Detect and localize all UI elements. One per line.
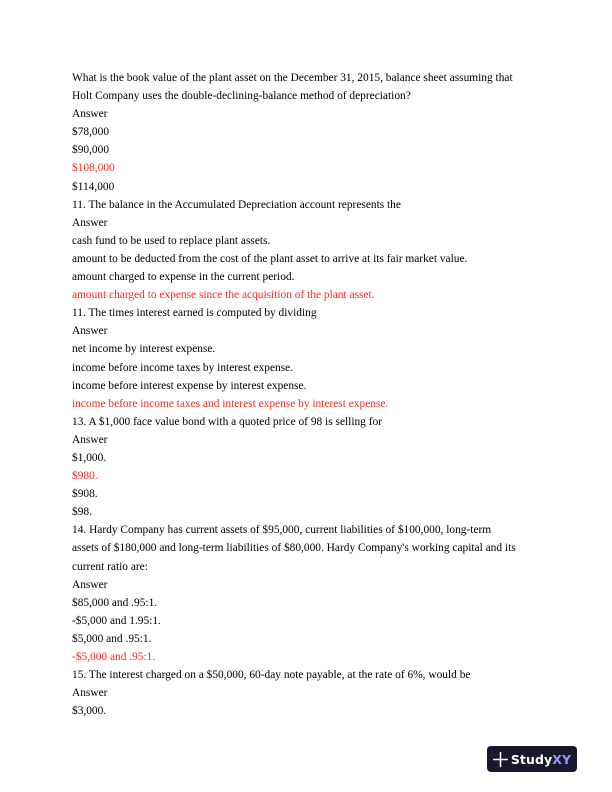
answer-label: Answer xyxy=(72,687,108,700)
correct-answer-option: $108,000 xyxy=(72,162,115,175)
question-11b-text: 11. The times interest earned is computed by dividing xyxy=(72,307,317,320)
answer-option: income before income taxes by interest expense. xyxy=(72,361,294,374)
question-13-text: 13. A $1,000 face value bond with a quoted price of 98 is selling for xyxy=(72,415,383,428)
answer-option: -$5,000 and 1.95:1. xyxy=(72,614,161,627)
answer-option: amount charged to expense in the current period. xyxy=(72,271,295,284)
answer-label: Answer xyxy=(72,108,108,121)
correct-answer-option: amount charged to expense since the acquisition of the plant asset. xyxy=(72,289,375,302)
answer-option: net income by interest expense. xyxy=(72,343,216,356)
answer-label: Answer xyxy=(72,325,108,338)
answer-option: $78,000 xyxy=(72,126,110,139)
brand-name xyxy=(511,752,571,767)
question-15-text: 15. The interest charged on a $50,000, 60-day note payable, at the rate of 6%, would be xyxy=(72,669,471,682)
answer-option: $90,000 xyxy=(72,144,110,157)
answer-option: cash fund to be used to replace plant assets. xyxy=(72,234,271,247)
answer-option: $98. xyxy=(72,506,92,519)
answer-label: Answer xyxy=(72,433,108,446)
question-10-text-line-1: What is the book value of the plant asset on the December 31, 2015, balance sheet assuming that xyxy=(72,72,513,84)
brand-name-accent: XY xyxy=(552,751,572,767)
answer-option: $114,000 xyxy=(72,180,115,193)
document-body xyxy=(72,69,552,720)
answer-option: $908. xyxy=(72,488,98,501)
question-14-text-line-3: current ratio are: xyxy=(72,560,148,573)
question-11a-text: 11. The balance in the Accumulated Depreciation account represents the xyxy=(72,198,401,211)
studyxy-logo-badge[interactable] xyxy=(487,746,577,772)
answer-option: $85,000 and .95:1. xyxy=(72,596,158,609)
answer-label: Answer xyxy=(72,578,108,591)
correct-answer-option: $980. xyxy=(72,470,98,483)
answer-option: income before interest expense by interest expense. xyxy=(72,379,307,392)
answer-option: $5,000 and .95:1. xyxy=(72,632,152,645)
answer-option: amount to be deducted from the cost of the plant asset to arrive at its fair market value. xyxy=(72,252,468,265)
question-14-text-line-2: assets of $180,000 and long-term liabilities of $80,000. Hardy Company's working capital and its xyxy=(72,542,516,555)
answer-label: Answer xyxy=(72,216,108,229)
question-14-text-line-1: 14. Hardy Company has current assets of $95,000, current liabilities of $100,000, long-term xyxy=(72,524,492,537)
correct-answer-option: -$5,000 and .95:1. xyxy=(72,651,156,663)
answer-option: $1,000. xyxy=(72,451,107,464)
correct-answer-option: income before income taxes and interest expense by interest expense. xyxy=(72,397,389,410)
brand-name-main: Study xyxy=(510,751,553,767)
plus-sparkle-icon xyxy=(493,752,508,767)
question-10-text-line-2: Holt Company uses the double-declining-balance method of depreciation? xyxy=(72,90,411,103)
answer-option: $3,000. xyxy=(72,705,107,718)
